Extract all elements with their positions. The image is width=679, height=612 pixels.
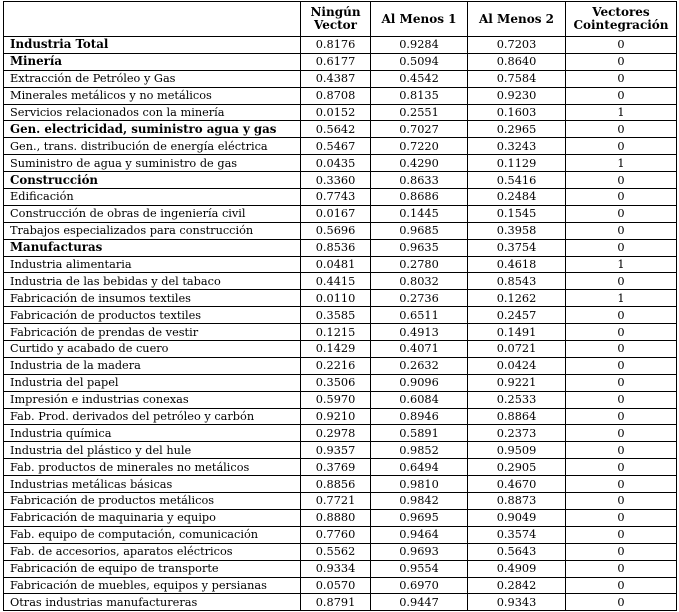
ningun-vector-value: 0.9334	[301, 560, 371, 577]
table-row	[4, 138, 677, 155]
ningun-vector-value: 0.5970	[301, 391, 371, 408]
row-label: Fabricación de productos textiles	[4, 307, 301, 324]
ningun-vector-value: 0.4387	[301, 70, 371, 87]
al-menos-2-value: 0.2842	[468, 577, 566, 594]
al-menos-2-value: 0.3243	[468, 138, 566, 155]
al-menos-1-value: 0.4542	[371, 70, 468, 87]
al-menos-1-value: 0.4071	[371, 341, 468, 358]
al-menos-2-value: 0.3574	[468, 526, 566, 543]
row-label: Industria de las bebidas y del tabaco	[4, 273, 301, 290]
ningun-vector-value: 0.3585	[301, 307, 371, 324]
row-label: Industria alimentaria	[4, 256, 301, 273]
row-label: Curtido y acabado de cuero	[4, 341, 301, 358]
al-menos-1-value: 0.7220	[371, 138, 468, 155]
row-label: Fab. de accesorios, aparatos eléctricos	[4, 543, 301, 560]
table-row	[4, 391, 677, 408]
al-menos-1-value: 0.6511	[371, 307, 468, 324]
header-blank-cell	[4, 2, 301, 37]
vectores-cointegracion-value: 0	[566, 239, 677, 256]
table-row	[4, 577, 677, 594]
al-menos-2-value: 0.7203	[468, 37, 566, 54]
table-body	[4, 37, 677, 611]
table-row	[4, 307, 677, 324]
row-label: Construcción	[4, 172, 301, 189]
vectores-cointegracion-value: 0	[566, 138, 677, 155]
al-menos-1-value: 0.8946	[371, 408, 468, 425]
ningun-vector-value: 0.0167	[301, 205, 371, 222]
row-label: Industria de la madera	[4, 357, 301, 374]
al-menos-1-value: 0.9842	[371, 493, 468, 510]
vectores-cointegracion-value: 0	[566, 391, 677, 408]
al-menos-1-value: 0.9695	[371, 509, 468, 526]
al-menos-2-value: 0.9343	[468, 594, 566, 611]
row-label: Fab. equipo de computación, comunicación	[4, 526, 301, 543]
al-menos-1-value: 0.8686	[371, 189, 468, 206]
al-menos-1-value: 0.5094	[371, 53, 468, 70]
table-row	[4, 205, 677, 222]
row-label: Servicios relacionados con la minería	[4, 104, 301, 121]
al-menos-2-value: 0.0721	[468, 341, 566, 358]
row-label: Fabricación de prendas de vestir	[4, 324, 301, 341]
al-menos-2-value: 0.8873	[468, 493, 566, 510]
row-label: Impresión e industrias conexas	[4, 391, 301, 408]
vectores-cointegracion-value: 0	[566, 357, 677, 374]
row-label: Gen., trans. distribución de energía eléctrica	[4, 138, 301, 155]
ningun-vector-value: 0.0152	[301, 104, 371, 121]
header-al-menos-2: Al Menos 2	[468, 2, 566, 37]
al-menos-2-value: 0.5643	[468, 543, 566, 560]
row-label: Industria química	[4, 425, 301, 442]
vectores-cointegracion-value: 0	[566, 37, 677, 54]
ningun-vector-value: 0.0435	[301, 155, 371, 172]
table-row	[4, 442, 677, 459]
ningun-vector-value: 0.5562	[301, 543, 371, 560]
table-row	[4, 189, 677, 206]
ningun-vector-value: 0.2978	[301, 425, 371, 442]
header-vectores-line2: Cointegración	[573, 18, 669, 32]
row-label: Manufacturas	[4, 239, 301, 256]
ningun-vector-value: 0.8176	[301, 37, 371, 54]
row-label: Otras industrias manufactureras	[4, 594, 301, 611]
vectores-cointegracion-value: 0	[566, 87, 677, 104]
row-label: Fabricación de productos metálicos	[4, 493, 301, 510]
al-menos-1-value: 0.2736	[371, 290, 468, 307]
table-row	[4, 476, 677, 493]
table-row	[4, 104, 677, 121]
vectores-cointegracion-value: 0	[566, 408, 677, 425]
table-row	[4, 560, 677, 577]
row-label: Industrias metálicas básicas	[4, 476, 301, 493]
ningun-vector-value: 0.5696	[301, 222, 371, 239]
cointegration-table-container	[3, 1, 676, 611]
table-row	[4, 374, 677, 391]
vectores-cointegracion-value: 0	[566, 543, 677, 560]
vectores-cointegracion-value: 0	[566, 476, 677, 493]
table-row	[4, 87, 677, 104]
vectores-cointegracion-value: 1	[566, 290, 677, 307]
row-label: Fabricación de muebles, equipos y persianas	[4, 577, 301, 594]
al-menos-1-value: 0.6970	[371, 577, 468, 594]
vectores-cointegracion-value: 1	[566, 155, 677, 172]
vectores-cointegracion-value: 0	[566, 459, 677, 476]
table-row	[4, 70, 677, 87]
al-menos-1-value: 0.7027	[371, 121, 468, 138]
header-ningun-vector-line1: Ningún	[310, 5, 361, 19]
row-label: Industria del papel	[4, 374, 301, 391]
vectores-cointegracion-value: 0	[566, 374, 677, 391]
vectores-cointegracion-value: 0	[566, 341, 677, 358]
ningun-vector-value: 0.0481	[301, 256, 371, 273]
row-label: Industria del plástico y del hule	[4, 442, 301, 459]
al-menos-2-value: 0.7584	[468, 70, 566, 87]
al-menos-2-value: 0.9221	[468, 374, 566, 391]
row-label: Extracción de Petróleo y Gas	[4, 70, 301, 87]
ningun-vector-value: 0.8880	[301, 509, 371, 526]
al-menos-2-value: 0.2965	[468, 121, 566, 138]
table-row	[4, 239, 677, 256]
row-label: Minería	[4, 53, 301, 70]
vectores-cointegracion-value: 0	[566, 273, 677, 290]
al-menos-1-value: 0.9464	[371, 526, 468, 543]
row-label: Construcción de obras de ingeniería civil	[4, 205, 301, 222]
al-menos-2-value: 0.4909	[468, 560, 566, 577]
al-menos-2-value: 0.1129	[468, 155, 566, 172]
al-menos-1-value: 0.9852	[371, 442, 468, 459]
al-menos-1-value: 0.9685	[371, 222, 468, 239]
al-menos-2-value: 0.9049	[468, 509, 566, 526]
al-menos-2-value: 0.4618	[468, 256, 566, 273]
vectores-cointegracion-value: 0	[566, 560, 677, 577]
row-label: Fabricación de maquinaria y equipo	[4, 509, 301, 526]
table-row	[4, 408, 677, 425]
table-row	[4, 324, 677, 341]
al-menos-2-value: 0.0424	[468, 357, 566, 374]
al-menos-2-value: 0.2373	[468, 425, 566, 442]
al-menos-2-value: 0.5416	[468, 172, 566, 189]
row-label: Edificación	[4, 189, 301, 206]
al-menos-2-value: 0.2905	[468, 459, 566, 476]
al-menos-1-value: 0.9447	[371, 594, 468, 611]
al-menos-2-value: 0.2457	[468, 307, 566, 324]
al-menos-1-value: 0.2551	[371, 104, 468, 121]
ningun-vector-value: 0.9357	[301, 442, 371, 459]
al-menos-2-value: 0.2533	[468, 391, 566, 408]
row-label: Fabricación de equipo de transporte	[4, 560, 301, 577]
al-menos-1-value: 0.4290	[371, 155, 468, 172]
vectores-cointegracion-value: 0	[566, 509, 677, 526]
al-menos-2-value: 0.1491	[468, 324, 566, 341]
al-menos-1-value: 0.6084	[371, 391, 468, 408]
header-vectores-cointegracion	[566, 2, 677, 37]
table-row	[4, 459, 677, 476]
al-menos-1-value: 0.9693	[371, 543, 468, 560]
al-menos-2-value: 0.1603	[468, 104, 566, 121]
al-menos-1-value: 0.2780	[371, 256, 468, 273]
row-label: Gen. electricidad, suministro agua y gas	[4, 121, 301, 138]
table-row	[4, 526, 677, 543]
al-menos-2-value: 0.8864	[468, 408, 566, 425]
table-row	[4, 222, 677, 239]
ningun-vector-value: 0.3769	[301, 459, 371, 476]
ningun-vector-value: 0.7760	[301, 526, 371, 543]
al-menos-2-value: 0.8640	[468, 53, 566, 70]
al-menos-2-value: 0.2484	[468, 189, 566, 206]
al-menos-1-value: 0.8032	[371, 273, 468, 290]
table-header-row	[4, 2, 677, 37]
ningun-vector-value: 0.5642	[301, 121, 371, 138]
header-ningun-vector-line2: Vector	[313, 18, 358, 32]
vectores-cointegracion-value: 0	[566, 189, 677, 206]
table-row	[4, 273, 677, 290]
vectores-cointegracion-value: 0	[566, 172, 677, 189]
ningun-vector-value: 0.6177	[301, 53, 371, 70]
ningun-vector-value: 0.8536	[301, 239, 371, 256]
al-menos-1-value: 0.9810	[371, 476, 468, 493]
vectores-cointegracion-value: 0	[566, 121, 677, 138]
vectores-cointegracion-value: 0	[566, 594, 677, 611]
vectores-cointegracion-value: 1	[566, 104, 677, 121]
row-label: Suministro de agua y suministro de gas	[4, 155, 301, 172]
al-menos-2-value: 0.3958	[468, 222, 566, 239]
table-row	[4, 493, 677, 510]
vectores-cointegracion-value: 0	[566, 324, 677, 341]
table-row	[4, 37, 677, 54]
al-menos-1-value: 0.1445	[371, 205, 468, 222]
al-menos-2-value: 0.8543	[468, 273, 566, 290]
al-menos-1-value: 0.8633	[371, 172, 468, 189]
vectores-cointegracion-value: 0	[566, 526, 677, 543]
table-row	[4, 53, 677, 70]
table-row	[4, 155, 677, 172]
row-label: Fabricación de insumos textiles	[4, 290, 301, 307]
al-menos-1-value: 0.8135	[371, 87, 468, 104]
table-row	[4, 121, 677, 138]
table-row	[4, 594, 677, 611]
ningun-vector-value: 0.1215	[301, 324, 371, 341]
cointegration-table	[3, 1, 677, 611]
row-label: Industria Total	[4, 37, 301, 54]
ningun-vector-value: 0.0110	[301, 290, 371, 307]
al-menos-2-value: 0.9230	[468, 87, 566, 104]
vectores-cointegracion-value: 0	[566, 307, 677, 324]
al-menos-2-value: 0.1262	[468, 290, 566, 307]
ningun-vector-value: 0.5467	[301, 138, 371, 155]
table-row	[4, 425, 677, 442]
ningun-vector-value: 0.9210	[301, 408, 371, 425]
ningun-vector-value: 0.7743	[301, 189, 371, 206]
al-menos-1-value: 0.9635	[371, 239, 468, 256]
vectores-cointegracion-value: 0	[566, 222, 677, 239]
vectores-cointegracion-value: 0	[566, 577, 677, 594]
ningun-vector-value: 0.8791	[301, 594, 371, 611]
table-row	[4, 543, 677, 560]
al-menos-2-value: 0.3754	[468, 239, 566, 256]
ningun-vector-value: 0.0570	[301, 577, 371, 594]
ningun-vector-value: 0.8856	[301, 476, 371, 493]
ningun-vector-value: 0.8708	[301, 87, 371, 104]
al-menos-1-value: 0.5891	[371, 425, 468, 442]
vectores-cointegracion-value: 0	[566, 442, 677, 459]
al-menos-1-value: 0.6494	[371, 459, 468, 476]
table-row	[4, 256, 677, 273]
ningun-vector-value: 0.7721	[301, 493, 371, 510]
al-menos-1-value: 0.9554	[371, 560, 468, 577]
vectores-cointegracion-value: 0	[566, 205, 677, 222]
header-vectores-line1: Vectores	[592, 5, 650, 19]
header-al-menos-1: Al Menos 1	[371, 2, 468, 37]
vectores-cointegracion-value: 0	[566, 70, 677, 87]
al-menos-1-value: 0.4913	[371, 324, 468, 341]
al-menos-1-value: 0.9284	[371, 37, 468, 54]
al-menos-2-value: 0.1545	[468, 205, 566, 222]
vectores-cointegracion-value: 0	[566, 425, 677, 442]
ningun-vector-value: 0.3360	[301, 172, 371, 189]
vectores-cointegracion-value: 1	[566, 256, 677, 273]
row-label: Fab. productos de minerales no metálicos	[4, 459, 301, 476]
vectores-cointegracion-value: 0	[566, 53, 677, 70]
ningun-vector-value: 0.2216	[301, 357, 371, 374]
ningun-vector-value: 0.4415	[301, 273, 371, 290]
al-menos-1-value: 0.2632	[371, 357, 468, 374]
row-label: Trabajos especializados para construcción	[4, 222, 301, 239]
al-menos-1-value: 0.9096	[371, 374, 468, 391]
row-label: Minerales metálicos y no metálicos	[4, 87, 301, 104]
table-row	[4, 341, 677, 358]
ningun-vector-value: 0.1429	[301, 341, 371, 358]
table-row	[4, 357, 677, 374]
ningun-vector-value: 0.3506	[301, 374, 371, 391]
table-row	[4, 172, 677, 189]
table-row	[4, 509, 677, 526]
vectores-cointegracion-value: 0	[566, 493, 677, 510]
table-row	[4, 290, 677, 307]
al-menos-2-value: 0.4670	[468, 476, 566, 493]
al-menos-2-value: 0.9509	[468, 442, 566, 459]
row-label: Fab. Prod. derivados del petróleo y carbón	[4, 408, 301, 425]
header-ningun-vector	[301, 2, 371, 37]
